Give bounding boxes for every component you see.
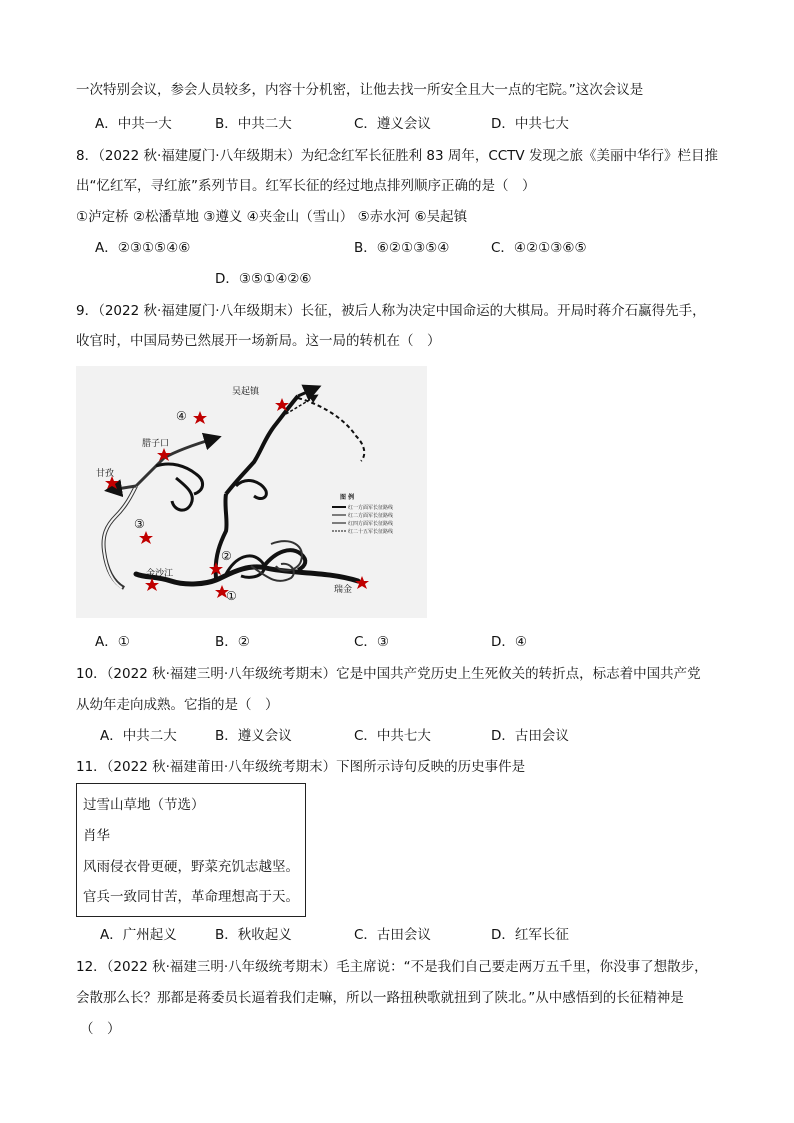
star-site-4 [193,411,207,424]
q9-option-c[interactable]: C．③ [354,634,390,650]
route-25th-army [298,398,364,461]
q10-option-a[interactable]: A．中共二大 [100,728,177,744]
q7-option-b[interactable]: B．中共二大 [215,116,292,132]
q11-option-d[interactable]: D．红军长征 [491,927,569,943]
q12-stem-line2: 会散那么长？那都是蒋委员长逼着我们走嘛，所以一路扭秧歌就扭到了陕北。”从中感悟到的长征精神是 [76,990,684,1006]
q7-option-a[interactable]: A．中共一大 [95,116,172,132]
q10-stem-line1: 10．（2022 秋·福建三明·八年级统考期末）它是中国共产党历史上生死攸关的转折点，标志着中国共产党 [76,666,701,682]
q8-stem-line1: 8．（2022 秋·福建厦门·八年级期末）为纪念红军长征胜利 83 周年，CCTV 发现之旅《美丽中华行》栏目推 [76,148,718,164]
label-lazikou: 腊子口 [142,439,170,449]
long-march-map [76,366,427,618]
svg-text:红二方面军长征路线: 红二方面军长征路线 [348,513,394,519]
route-second-army [104,486,137,588]
label-ganzi: 甘孜 [96,469,115,479]
svg-text:图 例: 图 例 [340,494,355,501]
map-legend [332,493,393,535]
marker-3: ③ [134,517,145,531]
q10-option-c[interactable]: C．中共七大 [354,728,431,744]
q9-option-b[interactable]: B．② [215,634,250,650]
q11-option-a[interactable]: A．广州起义 [100,927,177,943]
q7-option-c[interactable]: C．遵义会议 [354,116,431,132]
star-ruijin [355,576,369,589]
svg-text:红四方面军长征路线: 红四方面军长征路线 [348,521,394,527]
q10-option-b[interactable]: B．遵义会议 [215,728,292,744]
q10-option-d[interactable]: D．古田会议 [491,728,569,744]
q12-stem-line1: 12．（2022 秋·福建三明·八年级统考期末）毛主席说：“不是我们自己要走两万五千里，你没事了想散步， [76,959,708,975]
svg-text:红一方面军长征路线: 红一方面军长征路线 [348,505,394,511]
label-jinsha: 金沙江 [146,569,174,579]
q11-option-b[interactable]: B．秋收起义 [215,927,292,943]
q10-stem-line2: 从幼年走向成熟。它指的是（ ） [76,697,279,713]
q9-option-d[interactable]: D．④ [491,634,527,650]
q9-stem-line1: 9．（2022 秋·福建厦门·八年级期末）长征，被后人称为决定中国命运的大棋局。开局时蒋介石赢得先手， [76,303,706,319]
q11-stem: 11．（2022 秋·福建莆田·八年级统考期末）下图所示诗句反映的历史事件是 [76,759,526,775]
marker-4: ④ [176,409,187,423]
q7-text: 一次特别会议，参会人员较多，内容十分机密，让他去找一所安全且大一点的宅院。”这次会议是 [76,82,644,98]
marker-1: ① [226,589,237,603]
label-ruijin: 瑞金 [334,585,353,595]
q8-option-b[interactable]: B．⑥②①③⑤④ [354,240,450,256]
poem-line-2: 官兵一致同甘苦，革命理想高于天。 [83,889,299,905]
marker-2: ② [221,549,232,563]
star-site-3 [139,531,153,544]
label-wuqi: 吴起镇 [232,387,260,397]
q9-option-a[interactable]: A．① [95,634,130,650]
poem-author: 肖华 [83,828,110,844]
q11-option-c[interactable]: C．古田会议 [354,927,431,943]
poem-line-1: 风雨侵衣骨更硬，野菜充饥志越坚。 [83,859,299,875]
poem-title: 过雪山草地（节选） [83,797,205,813]
q8-option-a[interactable]: A．②③①⑤④⑥ [95,240,191,256]
q8-stem-line2: 出“忆红军，寻红旅”系列节目。红军长征的经过地点排列顺序正确的是（ ） [76,178,536,194]
q8-option-d[interactable]: D．③⑤①④②⑥ [215,271,312,287]
q7-option-d[interactable]: D．中共七大 [491,116,569,132]
poem-box [76,783,306,917]
q8-option-c[interactable]: C．④②①③⑥⑤ [491,240,587,256]
q9-stem-line2: 收官时，中国局势已然展开一场新局。这一局的转机在（ ） [76,333,441,349]
route-fourth-army [164,438,216,458]
svg-text:红二十五军长征路线: 红二十五军长征路线 [348,529,394,535]
q12-answer-blank: （ ） [80,1021,121,1037]
q8-places: ①泸定桥 ②松潘草地 ③遵义 ④夹金山（雪山） ⑤赤水河 ⑥吴起镇 [76,209,468,225]
